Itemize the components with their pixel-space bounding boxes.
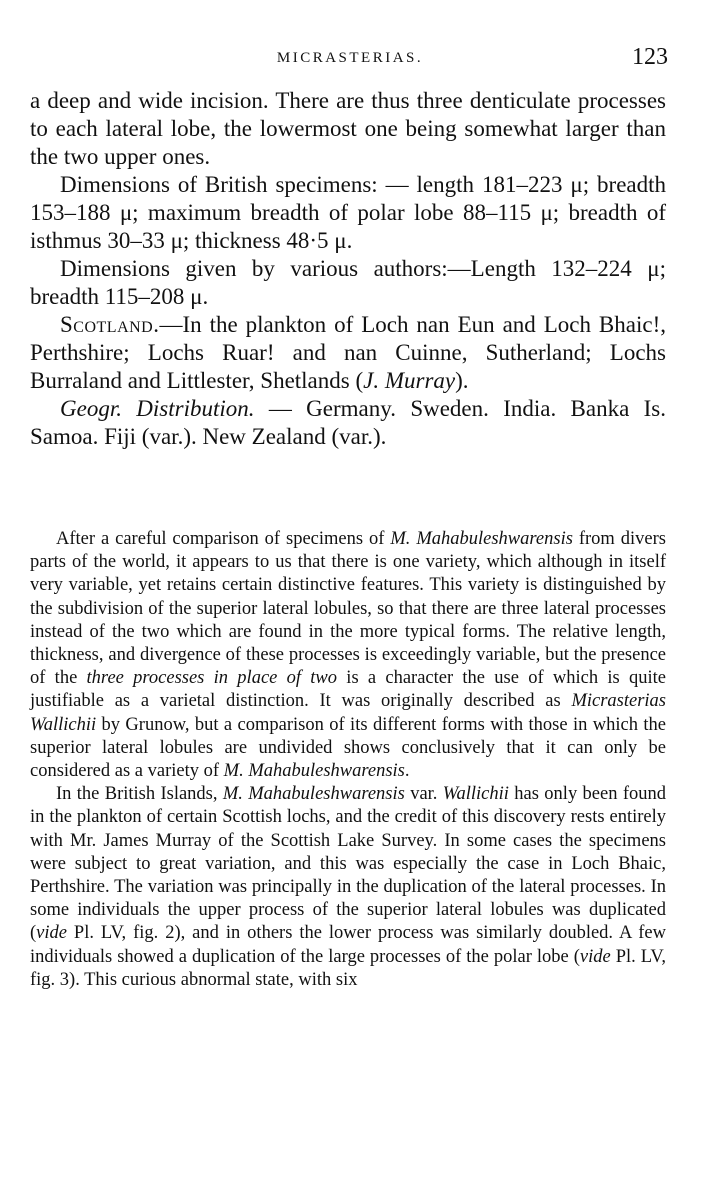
geogr-label: Geogr. Distribution.: [60, 396, 255, 421]
vide-ref: vide: [579, 946, 611, 967]
text-run: .: [404, 761, 410, 782]
variety-name: Wallichii: [442, 784, 509, 805]
text-run: has only been found in the plankton of certain Scottish lochs, and the credit of this discovery rests entirely with Mr. James Murray of the Scottish Lake Survey. In some cases the specimens were subject to great variation, and this was especially the case in Loch Bhaic, Perthshire. The variation was principally in the duplication of the lateral processes. In some individuals the upper process of the superior lateral lobules was duplicated (: [30, 784, 666, 944]
commentary: [30, 528, 666, 992]
scotland-text: —In the plankton of Loch nan Eun and Loch Bhaic!, Perthshire; Lochs Ruar! and nan Cuinne, Sutherland; Lochs Burraland and Littlester, Shetlands (: [30, 312, 666, 393]
scotland-end: ).: [455, 368, 469, 393]
scotland-label: Scotland.: [60, 312, 160, 337]
emphasis: three processes in place of two: [86, 668, 338, 689]
scotland-distribution: [30, 311, 666, 395]
text-run: by Grunow, but a comparison of its different forms with those in which the superior lateral lobules are undivided shows conclusively that it can only be considered as a variety of: [30, 714, 666, 782]
vide-ref: vide: [36, 923, 67, 944]
running-title: MICRASTERIAS.: [276, 50, 424, 66]
species-name: M. Mahabuleshwarensis: [390, 529, 573, 549]
species-name: M. Mahabuleshwarensis: [222, 784, 405, 805]
geogr-text: — Germany. Sweden. India. Banka Is. Samoa. Fiji (var.). New Zealand (var.).: [30, 396, 666, 449]
text-run: In the British Islands,: [56, 784, 223, 805]
text-run: Pl. LV, fig. 3). This curious abnormal state, with six: [30, 946, 666, 990]
collector-name: J. Murray: [363, 368, 456, 393]
text-run: is a character the use of which is quite justifiable as a varietal distinction. It was originally described as: [30, 668, 666, 712]
species-name: Micrasterias Wallichii: [30, 691, 666, 735]
british-dimensions: Dimensions of British specimens: — length 181–223 μ; breadth 153–188 μ; maximum breadth of polar lobe 88–115 μ; breadth of isthmus 30–33 μ; thickness 48·5 μ.: [30, 172, 666, 253]
text-run: var.: [404, 784, 443, 805]
commentary-paragraph-2: [30, 783, 666, 992]
species-name: M. Mahabuleshwarensis: [223, 761, 405, 782]
text-run: from divers parts of the world, it appears to us that there is one variety, which although in itself very variable, yet retains certain distinctive features. This variety is distinguished by the subdivision of the superior lateral lobules, so that there are three lateral processes instead of the two which are found in the more typical forms. The relative length, thickness, and divergence of these processes is exceedingly variable, but the presence of the: [30, 529, 666, 689]
page-number: 123: [632, 44, 668, 70]
description-paragraph: a deep and wide incision. There are thus three denticulate processes to each lateral lobe, the lowermost one being somewhat larger than the two upper ones.: [30, 88, 666, 169]
species-description: [30, 87, 666, 451]
geographic-distribution: [30, 395, 666, 451]
text-run: Pl. LV, fig. 2), and in others the lower process was similarly doubled. A few individuals showed a duplication of the large processes of the polar lobe (: [30, 923, 666, 967]
page-header: [30, 44, 670, 76]
commentary-paragraph-1: [30, 528, 666, 783]
author-dimensions: Dimensions given by various authors:—Length 132–224 μ; breadth 115–208 μ.: [30, 256, 666, 309]
text-run: After a careful comparison of specimens of: [56, 529, 391, 549]
